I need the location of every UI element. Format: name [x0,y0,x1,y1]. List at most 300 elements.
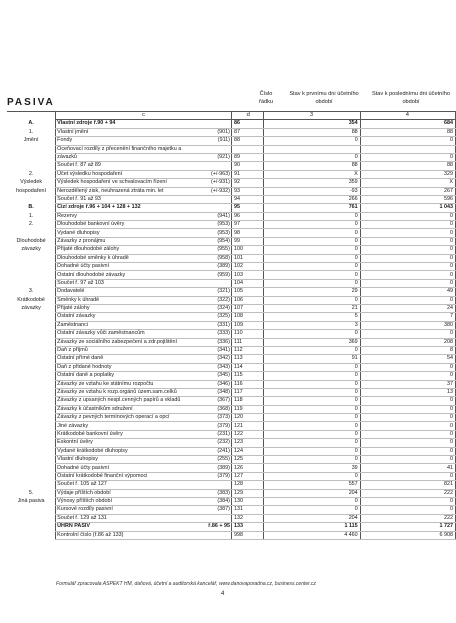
row-section-label [7,464,56,472]
row-previous-value [360,145,455,153]
table-row [7,237,456,245]
row-current-value: 0 [264,246,360,254]
row-current-value: -93 [264,187,360,195]
row-previous-value: 596 [360,195,455,203]
row-line-number: 998 [231,531,263,539]
table-row [7,456,456,464]
row-previous-value: 49 [360,288,455,296]
row-line-number [231,145,263,153]
row-line-number: 125 [231,456,263,464]
row-section-label [7,388,56,396]
row-account-code [144,279,232,287]
row-section-label [7,195,56,203]
row-section-label [7,523,56,531]
row-item-name: Dodavatelé [56,288,144,296]
row-section-label: Jmění [23,137,39,144]
row-line-number: 131 [231,506,263,514]
row-section-label [7,372,56,380]
row-account-code: (343) [144,363,232,371]
row-previous-value: 0 [360,271,455,279]
row-current-value: 0 [264,221,360,229]
row-current-value: 0 [264,296,360,304]
row-previous-value: 0 [360,279,455,287]
row-current-value: 0 [264,388,360,396]
row-item-name: Ostatní přímé daně [56,355,144,363]
row-previous-value: 0 [360,439,455,447]
row-item-name: Daň z přidané hodnoty [56,363,144,371]
table-row [7,279,456,287]
table-row [7,145,456,153]
table-row [7,430,456,438]
row-previous-value: 0 [360,497,455,505]
row-previous-value: 0 [360,363,455,371]
row-previous-value: 0 [360,506,455,514]
row-item-name: Vlastní dluhopisy [56,456,144,464]
row-account-code: (954) [144,237,232,245]
row-section-label [7,472,56,480]
row-item-name: Výnosy příštích období [56,497,144,505]
row-account-code: (341) [144,346,232,354]
table-row [7,414,456,422]
row-item-name: Závazky k účastníkům sdružení [56,405,144,413]
row-section-label: hospodaření [16,187,47,194]
row-previous-value: 0 [360,472,455,480]
row-line-number: 93 [231,187,263,195]
row-account-code: (241) [144,447,232,455]
row-item-name: Dohadné účty pasivní [56,263,144,271]
row-section-label [7,229,56,237]
row-section-label [7,422,56,430]
row-previous-value: 0 [360,221,455,229]
row-section-label: 1. [28,212,34,219]
row-line-number: 104 [231,279,263,287]
row-current-value: 5 [264,313,360,321]
row-account-code: (346) [144,380,232,388]
row-current-value: 204 [264,514,360,522]
table-row [7,330,456,338]
row-current-value: 88 [264,128,360,136]
row-line-number: 114 [231,363,263,371]
row-current-value: 0 [264,229,360,237]
row-current-value: 0 [264,372,360,380]
row-line-number: 96 [231,212,263,220]
row-item-name: Oceňovací rozdíly z přecenění finančního majetku a [57,145,182,152]
row-item-name: Fondy [56,137,144,145]
row-account-code: (232) [144,439,232,447]
row-line-number: 107 [231,304,263,312]
row-item-name: Eskontní úvěry [56,439,144,447]
table-row [7,271,456,279]
row-line-number: 88 [231,137,263,145]
row-previous-value: 41 [360,464,455,472]
row-section-label [7,439,56,447]
row-line-number: 89 [231,153,263,161]
row-current-value: 39 [264,464,360,472]
row-section-label: Jiná pasiva [17,498,45,505]
row-account-code: (941) [144,212,232,220]
row-account-code: (383) [144,489,232,497]
table-row [7,246,456,254]
row-account-code: (231) [144,430,232,438]
row-section-label: 1. [28,128,34,135]
table-row [7,372,456,380]
table-row [7,137,456,145]
row-line-number: 123 [231,439,263,447]
row-account-code [144,195,232,203]
row-account-code: (921) [144,153,232,161]
row-account-code: (958) [144,254,232,262]
row-item-name: Závazky z pevných termínových operací a opcí [57,414,170,421]
row-item-name: Ostatní dlouhodobé závazky [56,271,144,279]
table-row [7,263,456,271]
row-account-code: (953) [144,221,232,229]
row-current-value: 0 [264,271,360,279]
row-section-label [7,397,56,405]
header-current-period: Stav k prvnímu dni účetního období [289,91,359,105]
table-row [7,229,456,237]
row-item-name: Výsledek hospodaření ve schvalovacím řízení [57,179,167,186]
row-item-name: Ostatní závazky [56,313,144,321]
row-current-value: 557 [264,481,360,489]
row-account-code: (959) [144,271,232,279]
row-line-number: 111 [231,338,263,346]
row-account-code: (373) [144,414,232,422]
row-item-name: Jiné závazky [56,422,144,430]
row-current-value: 0 [264,137,360,145]
row-account-code [144,481,232,489]
row-current-value: 354 [264,120,360,128]
row-previous-value: 0 [360,237,455,245]
row-section-label: 5. [28,489,34,496]
row-previous-value: 0 [360,372,455,380]
row-previous-value: 0 [360,330,455,338]
row-section-label [7,271,56,279]
row-current-value: 0 [264,153,360,161]
table-row [7,388,456,396]
row-current-value: 0 [264,506,360,514]
table-row [7,254,456,262]
row-previous-value: 1 727 [360,523,455,531]
row-line-number: 124 [231,447,263,455]
row-previous-value: 0 [360,153,455,161]
row-account-code: (+/-932) [144,187,232,195]
row-item-name: Účet výsledku hospodaření [56,170,144,178]
row-account-code: (325) [144,313,232,321]
table-row [7,221,456,229]
row-item-name: Přijaté dlouhodobé zálohy [56,246,144,254]
row-section-label: B. [28,204,34,211]
table-row [7,179,456,187]
row-current-value: 21 [264,304,360,312]
row-line-number: 132 [231,514,263,522]
row-line-number: 109 [231,321,263,329]
row-account-code: (389) [144,263,232,271]
table-row [7,355,456,363]
table-row [7,405,456,413]
row-line-number: 87 [231,128,263,136]
row-section-label [7,254,56,262]
row-account-code [144,120,232,128]
row-current-value: 0 [264,397,360,405]
row-previous-value: 0 [360,447,455,455]
table-row [7,321,456,329]
row-account-code: (389) [144,464,232,472]
row-previous-value: 267 [360,187,455,195]
row-account-code: (367) [144,397,232,405]
row-section-label [7,346,56,354]
row-current-value: 0 [264,472,360,480]
row-item-name: Kontrolní číslo (ř.86 až 133) [56,531,144,539]
row-section-label [7,321,56,329]
row-item-name: Vlastní zdroje ř.90 + 94 [56,120,144,128]
table-row [7,497,456,505]
table-row [7,464,456,472]
row-line-number: 133 [231,523,263,531]
row-line-number: 119 [231,405,263,413]
row-account-code: (333) [144,330,232,338]
row-item-name: Součet ř. 129 až 131 [56,514,144,522]
row-previous-value: 222 [360,514,455,522]
row-section-label [7,263,56,271]
row-item-name: Závazky ze sociálního zabezpečení a zdr.pojištění [57,338,178,345]
row-current-value: 0 [264,212,360,220]
row-line-number: 129 [231,489,263,497]
row-item-name: Ostatní krátkodobé finanční výpomoci [57,472,148,479]
row-line-number: 126 [231,464,263,472]
row-section-label [7,481,56,489]
row-previous-value: 1 043 [360,204,455,212]
row-account-code: (324) [144,304,232,312]
row-previous-value: X [360,179,455,187]
row-previous-value: 0 [360,246,455,254]
row-previous-value: 0 [360,212,455,220]
row-previous-value: 0 [360,405,455,413]
row-previous-value: 0 [360,137,455,145]
row-previous-value: 222 [360,489,455,497]
row-section-label: A. [28,120,34,127]
row-account-code [144,514,232,522]
row-line-number: 98 [231,229,263,237]
row-section-label: závazky [21,305,41,312]
table-row [7,346,456,354]
row-account-code: (911) [144,137,232,145]
row-line-number: 128 [231,481,263,489]
row-current-value: 0 [264,497,360,505]
row-line-number: 122 [231,430,263,438]
row-item-name: Cizí zdroje ř.96 + 104 + 128 + 132 [56,204,144,212]
row-item-name: Vydané dluhopisy [56,229,144,237]
row-item-name: Ostatní závazky vůči zaměstnancům [57,330,145,337]
row-current-value: 0 [264,237,360,245]
row-current-value: 0 [264,414,360,422]
row-current-value: 0 [264,363,360,371]
row-previous-value: 88 [360,128,455,136]
row-line-number: 106 [231,296,263,304]
row-line-number: 94 [231,195,263,203]
row-current-value: 3 [264,321,360,329]
row-section-label: 2. [28,170,34,177]
table-row [7,531,456,539]
row-previous-value: 0 [360,430,455,438]
row-item-name: Dlouhodobé bankovní úvěry [56,221,144,229]
row-section-label [7,380,56,388]
row-item-name: Dohadné účty pasivní [56,464,144,472]
row-previous-value: 24 [360,304,455,312]
row-line-number: 91 [231,170,263,178]
table-row [7,162,456,170]
row-section-label [7,338,56,346]
row-current-value: 0 [264,447,360,455]
row-section-label [7,313,56,321]
row-item-name: závazků [56,153,144,161]
row-section-label [7,447,56,455]
table-row [7,472,456,480]
row-current-value: 359 [264,179,360,187]
table-row [7,195,456,203]
row-account-code: (345) [144,372,232,380]
column-index-d: d [231,112,263,120]
row-account-code: (342) [144,355,232,363]
row-previous-value: 37 [360,380,455,388]
row-item-name: Součet ř. 91 až 93 [56,195,144,203]
row-line-number: 115 [231,372,263,380]
row-item-name: Dlouhodobé směnky k úhradě [56,254,144,262]
row-current-value: 0 [264,346,360,354]
row-account-code [144,531,232,539]
page-number: 4 [221,591,225,597]
row-line-number: 86 [231,120,263,128]
row-current-value: 369 [264,338,360,346]
row-section-label: Krátkodobé [17,296,45,303]
row-line-number: 101 [231,254,263,262]
row-current-value: 0 [264,439,360,447]
row-account-code: (379) [144,422,232,430]
row-previous-value: 380 [360,321,455,329]
row-current-value: 0 [264,380,360,388]
row-account-code: (384) [144,497,232,505]
row-current-value: 88 [264,162,360,170]
table-row [7,304,456,312]
row-section-label [7,514,56,522]
row-current-value: 91 [264,355,360,363]
table-row [7,187,456,195]
row-section-label [7,506,56,514]
row-section-label [7,279,56,287]
row-line-number: 95 [231,204,263,212]
table-row [7,489,456,497]
row-item-name: Kursové rozdíly pasivní [56,506,144,514]
column-index-row [7,112,456,120]
row-line-number: 102 [231,263,263,271]
row-section-label: Výsledek [20,179,43,186]
row-section-label: 2. [28,221,34,228]
row-line-number: 113 [231,355,263,363]
row-current-value: 1 115 [264,523,360,531]
table-row [7,288,456,296]
row-item-name: Závazky z pronájmu [56,237,144,245]
row-account-code: (+/-963) [144,170,232,178]
table-row [7,363,456,371]
table-row [7,422,456,430]
row-section-label [7,153,56,161]
row-item-name: Vydané krátkodobé dluhopisy [56,447,144,455]
row-current-value: 0 [264,279,360,287]
row-current-value: 4 460 [264,531,360,539]
row-line-number: 105 [231,288,263,296]
row-item-name: Součet ř. 87 až 89 [56,162,144,170]
row-account-code: (331) [144,321,232,329]
row-line-number: 110 [231,330,263,338]
row-current-value: 0 [264,263,360,271]
header-previous-period: Stav k poslednímu dni účetního období [371,91,451,105]
table-row [7,506,456,514]
row-previous-value: 0 [360,422,455,430]
row-line-number: 120 [231,414,263,422]
table-row [7,397,456,405]
row-previous-value: 0 [360,414,455,422]
row-account-code: (+/-931) [144,179,232,187]
row-current-value: X [264,170,360,178]
row-item-name: Závazky ze vztahu ke státnímu rozpočtu [57,380,154,387]
table-row [7,120,456,128]
column-index-3: 3 [264,112,360,120]
row-previous-value: 8 [360,346,455,354]
row-previous-value: 208 [360,338,455,346]
row-current-value: 0 [264,430,360,438]
row-current-value: 0 [264,422,360,430]
table-row [7,153,456,161]
table-row [7,128,456,136]
row-line-number: 121 [231,422,263,430]
header-row-number: Číslo řádku [259,91,273,105]
table-row [7,313,456,321]
row-section-label [7,330,56,338]
row-item-name: Vlastní jmění [56,128,144,136]
row-current-value: 29 [264,288,360,296]
column-index-c: c [56,112,232,120]
row-item-name: ÚHRN PASIV [56,523,144,531]
row-section-label [7,162,56,170]
row-section-label: 3. [28,288,34,295]
row-account-code: (255) [144,456,232,464]
row-section-label [7,355,56,363]
row-account-code: (953) [144,229,232,237]
row-previous-value: 0 [360,263,455,271]
row-current-value: 266 [264,195,360,203]
table-row [7,523,456,531]
row-line-number: 116 [231,380,263,388]
row-line-number: 127 [231,472,263,480]
table-row [7,170,456,178]
row-previous-value: 0 [360,229,455,237]
row-section-label [7,405,56,413]
row-item-name: Závazky ze vztahu k rozp.orgánů územ.sam.celků [57,388,177,395]
row-section-label [7,414,56,422]
row-current-value: 0 [264,456,360,464]
row-account-code [144,204,232,212]
page-title: PASIVA [7,97,55,108]
row-item-name: Rezervy [56,212,144,220]
row-line-number: 112 [231,346,263,354]
row-account-code: ř.86 + 95 [144,523,232,531]
footer-note: Formulář zpracovala ASPEKT HM, daňová, účetní a auditorská kancelář, www.danovaporadna.cz, business.center.cz [56,581,317,587]
row-previous-value: 7 [360,313,455,321]
row-current-value: 761 [264,204,360,212]
row-previous-value: 0 [360,456,455,464]
row-account-code: (348) [144,388,232,396]
table-row [7,439,456,447]
row-line-number: 117 [231,388,263,396]
